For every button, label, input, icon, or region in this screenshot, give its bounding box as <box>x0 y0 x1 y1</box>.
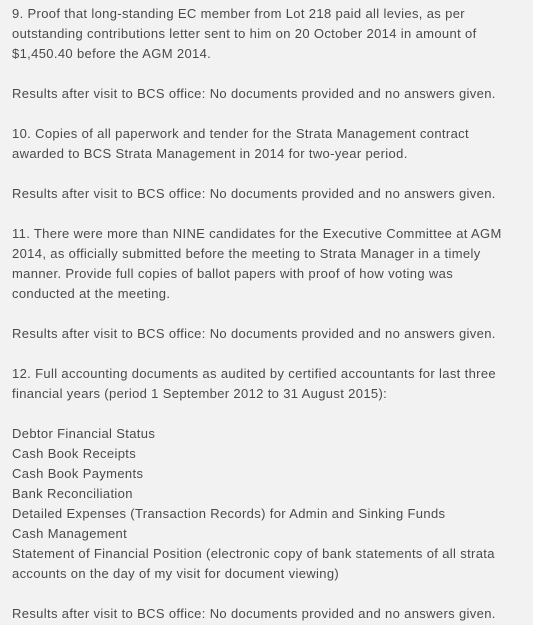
paragraph-spacer <box>12 164 527 184</box>
document-list-item: accounts on the day of my visit for document viewing) <box>12 566 340 581</box>
request-item-12 <box>12 364 527 404</box>
paragraph-spacer <box>12 344 527 364</box>
document-list-item: Cash Book Receipts <box>12 446 137 461</box>
result-text: Results after visit to BCS office: No documents provided and no answers given. <box>12 326 496 341</box>
paragraph-spacer <box>12 64 527 84</box>
result-text: Results after visit to BCS office: No documents provided and no answers given. <box>12 606 496 621</box>
request-text-line: 10. Copies of all paperwork and tender for the Strata Management contract <box>12 126 469 141</box>
result-item-11 <box>12 324 527 344</box>
request-text-line: outstanding contributions letter sent to him on 20 October 2014 in amount of <box>12 26 477 41</box>
result-text: Results after visit to BCS office: No documents provided and no answers given. <box>12 186 496 201</box>
paragraph-spacer <box>12 204 527 224</box>
paragraph-spacer <box>12 404 527 424</box>
request-text-line: manner. Provide full copies of ballot papers with proof of how voting was <box>12 266 454 281</box>
document-list-item: Cash Management <box>12 526 128 541</box>
paragraph-spacer <box>12 584 527 604</box>
paragraph-spacer <box>12 104 527 124</box>
document-list <box>12 424 527 584</box>
request-text-line: 12. Full accounting documents as audited by certified accountants for last three <box>12 366 496 381</box>
paragraph-spacer <box>12 304 527 324</box>
document-list-item: Debtor Financial Status <box>12 426 156 441</box>
document-list-item: Detailed Expenses (Transaction Records) for Admin and Sinking Funds <box>12 506 446 521</box>
result-item-12 <box>12 604 527 624</box>
request-text-line: 9. Proof that long-standing EC member from Lot 218 paid all levies, as per <box>12 6 465 21</box>
request-text-line: $1,450.40 before the AGM 2014. <box>12 46 212 61</box>
result-item-9 <box>12 84 527 104</box>
request-item-10 <box>12 124 527 164</box>
result-item-10 <box>12 184 527 204</box>
document-list-item: Cash Book Payments <box>12 466 144 481</box>
document-list-item: Statement of Financial Position (electronic copy of bank statements of all strata <box>12 546 495 561</box>
request-item-11 <box>12 224 527 304</box>
request-text-line: awarded to BCS Strata Management in 2014 for two-year period. <box>12 146 408 161</box>
request-text-line: financial years (period 1 September 2012 to 31 August 2015): <box>12 386 388 401</box>
request-text-line: 11. There were more than NINE candidates for the Executive Committee at AGM <box>12 226 502 241</box>
result-text: Results after visit to BCS office: No documents provided and no answers given. <box>12 86 496 101</box>
request-text-line: 2014, as officially submitted before the meeting to Strata Manager in a timely <box>12 246 481 261</box>
document-body <box>12 4 527 624</box>
request-item-9 <box>12 4 527 64</box>
request-text-line: conducted at the meeting. <box>12 286 171 301</box>
document-list-item: Bank Reconciliation <box>12 486 133 501</box>
